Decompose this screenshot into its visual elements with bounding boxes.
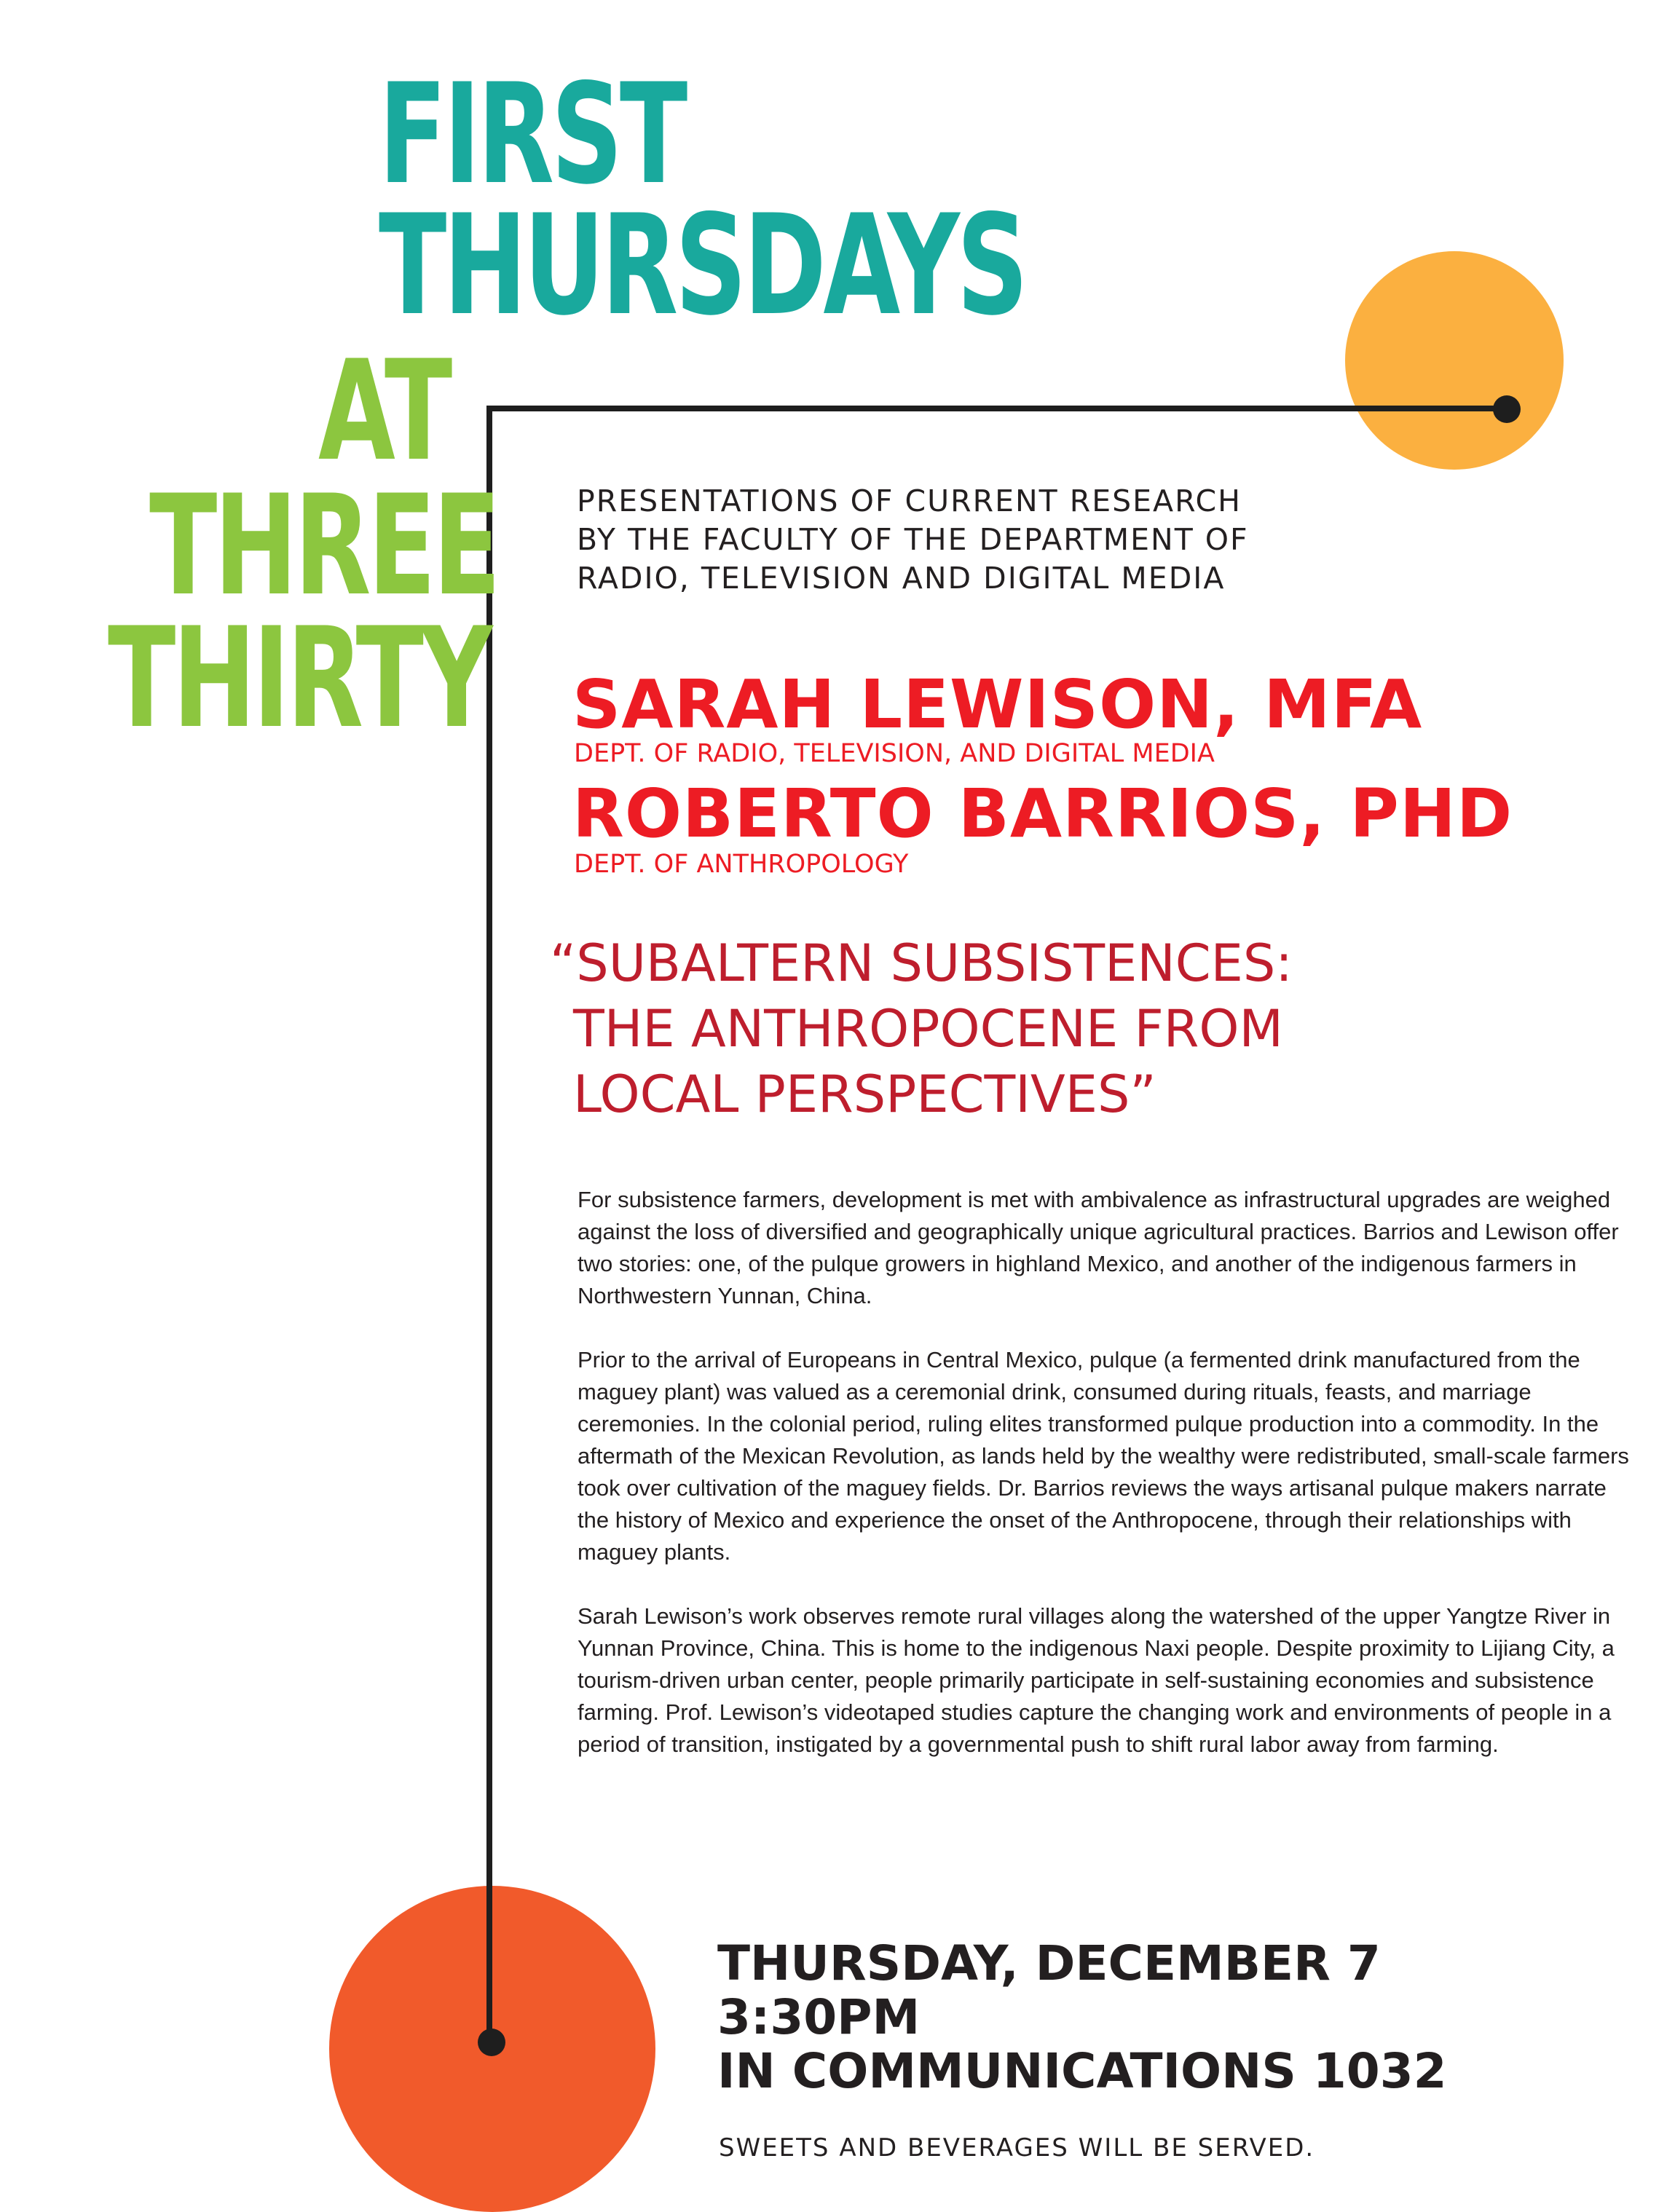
speaker-2-dept: DEPT. OF ANTHROPOLOGY (574, 850, 909, 879)
headline-three: THREE (149, 465, 498, 626)
headline-thirty: THIRTY (108, 598, 490, 759)
talk-title-line-3: LOCAL PERSPECTIVES” (573, 1064, 1156, 1124)
headline-thursdays: THURSDAYS (379, 185, 1025, 346)
horizontal-connector-line (486, 406, 1506, 411)
abstract-body (578, 1184, 1641, 1793)
event-date: THURSDAY, DECEMBER 7 (717, 1935, 1381, 1991)
talk-title-line-1: “SUBALTERN SUBSISTENCES: (550, 933, 1293, 993)
speaker-1-dept: DEPT. OF RADIO, TELEVISION, AND DIGITAL MEDIA (574, 739, 1215, 768)
event-location: IN COMMUNICATIONS 1032 (717, 2043, 1447, 2099)
abstract-paragraph-2: Prior to the arrival of Europeans in Central Mexico, pulque (a fermented drink manufactured from the maguey plant) was valued as a ceremonial drink, consumed during rituals, feasts, and marriage ceremonies. In the colonial period, ruling elites transformed pulque production into a commodity. In the aftermath of the Mexican Revolution, as lands held by the wealthy were redistributed, small-scale farmers took over cultivation of the maguey fields. Dr. Barrios reviews the ways artisanal pulque makers narrate the history of Mexico and experience the onset of the Anthropocene, through their relationships with maguey plants. (578, 1347, 1629, 1565)
orange-circle-decoration (1345, 251, 1564, 470)
event-time: 3:30PM (717, 1989, 921, 2045)
talk-title-line-2: THE ANTHROPOCENE FROM (573, 999, 1283, 1059)
bottom-connector-dot (478, 2029, 505, 2056)
event-details (717, 1937, 1447, 2098)
top-connector-dot (1493, 395, 1521, 423)
refreshments-note: SWEETS AND BEVERAGES WILL BE SERVED. (719, 2133, 1315, 2162)
speaker-2-name: ROBERTO BARRIOS, PHD (572, 775, 1513, 853)
intro-line-2: BY THE FACULTY OF THE DEPARTMENT OF (577, 522, 1249, 557)
abstract-paragraph-3: Sarah Lewison’s work observes remote rural villages along the watershed of the upper Yangtze River in Yunnan Province, China. This is home to the indigenous Naxi people. Despite proximity to Lijiang City, a tourism-driven urban center, people primarily participate in self-sustaining economies and subsistence farming. Prof. Lewison’s videotaped studies capture the changing work and environments of people in a period of transition, instigated by a governmental push to shift rural labor away from farming. (578, 1603, 1615, 1757)
headline-first: FIRST (379, 54, 685, 215)
abstract-paragraph-1: For subsistence farmers, development is met with ambivalence as infrastructural upgrades are weighed against the loss of diversified and geographically unique agricultural practices. Barrios and Lewison offer two stories: one, of the pulque growers in highland Mexico, and another of the indigenous farmers in Northwestern Yunnan, China. (578, 1187, 1619, 1308)
intro-line-3: RADIO, TELEVISION AND DIGITAL MEDIA (577, 561, 1226, 596)
talk-title (550, 931, 1293, 1127)
speaker-1-name: SARAH LEWISON, MFA (572, 665, 1423, 743)
intro-caption (577, 482, 1524, 598)
intro-line-1: PRESENTATIONS OF CURRENT RESEARCH (577, 483, 1242, 518)
headline-at: AT (318, 331, 449, 491)
